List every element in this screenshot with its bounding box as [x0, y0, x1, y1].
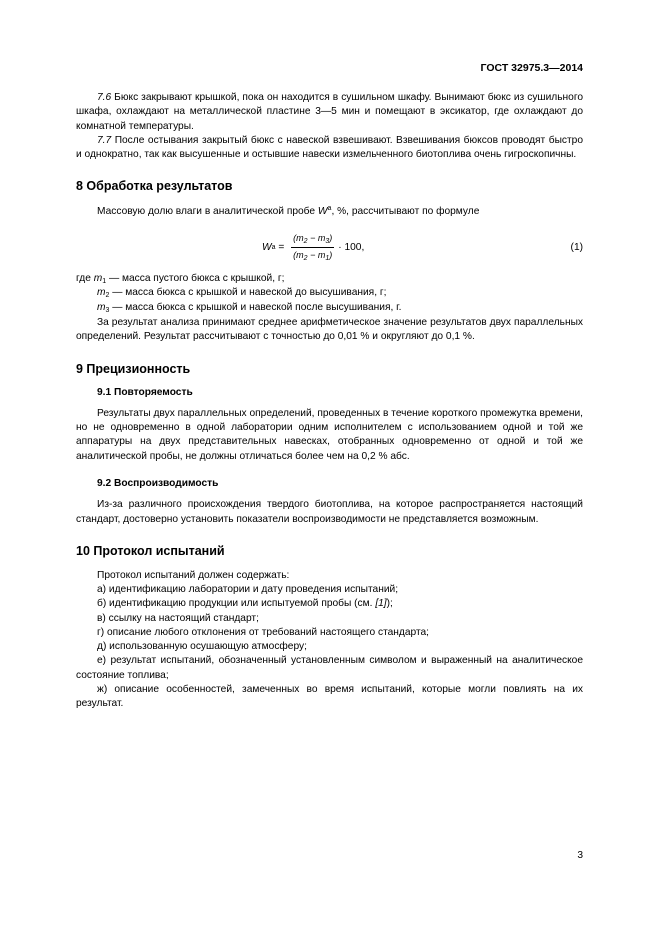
clause-number: 7.6 [97, 92, 112, 103]
formula-expression: W a = $\frac{(m_2 - m_3)}{(m_2 - m_1)}$ · 100, [262, 232, 365, 263]
result-paragraph: За результат анализа принимают среднее арифметическое значение результатов двух параллельных определений. Результат рассчитывают с точностью до 0,01 % и округляют до 0,1 %. [76, 317, 583, 343]
paragraph-7-6 [76, 91, 583, 134]
protocol-item-g: ж) описание особенностей, замеченных во время испытаний, которые могли повлиять на их результат. [76, 684, 583, 710]
page-content [76, 91, 583, 712]
protocol-item-b: б) идентификацию продукции или испытуемой пробы (см. [1]); [97, 598, 393, 610]
paragraph-7-7 [76, 134, 583, 163]
where-list [76, 272, 583, 316]
protocol-item-d: г) описание любого отклонения от требований настоящего стандарта; [97, 626, 430, 638]
protocol-lead: Протокол испытаний должен содержать: [97, 569, 290, 581]
section-8-title: 8 Обработка результатов [76, 179, 233, 194]
bibliography-reference: [1] [375, 598, 387, 610]
section-9-1-title: 9.1 Повторяемость [97, 386, 193, 398]
formula-1 [76, 228, 583, 268]
formula-lead: Массовую долю влаги в аналитической пробе $W^a$, %, рассчитывают по формуле [97, 205, 480, 218]
where-item-m2: $m_2$ — масса бюкса с крышкой и навеской до высушивания, г; [97, 287, 387, 300]
protocol-item-c: в) ссылку на настоящий стандарт; [97, 612, 259, 624]
section-9-title: 9 Прецизионность [76, 361, 191, 376]
formula-fraction [291, 232, 334, 265]
paragraph-text: Бюкс закрывают крышкой, пока он находится в сушильном шкафу. Вынимают бюкс из сушильного шкафа, охлаждают на металлической пластине 3—5 мин и помещают в эксикатор, где охлаждают до комнатной температуры. [76, 92, 583, 132]
protocol-item-f: е) результат испытаний, обозначенный установленным символом и выраженный на аналитическое состояние топлива; [76, 655, 583, 681]
where-item-m3: $m_3$ — масса бюкса с крышкой и навеской после высушивания, г. [97, 302, 402, 315]
protocol-item-e: д) использованную осушающую атмосферу; [97, 641, 307, 653]
standard-header: ГОСТ 32975.3—2014 [480, 62, 583, 74]
fraction-denominator: $(m_2 - m_1)$ [293, 250, 333, 263]
protocol-item-a: а) идентификацию лаборатории и дату проведения испытаний; [97, 584, 399, 596]
repeatability-paragraph: Результаты двух параллельных определений, проведенных в течение короткого промежутка времени, но не одновременно в одной лаборатории одним исполнителем с использованием одной и той же аппаратуры на двух представительных навесках, отобранных одновременно от одной и той же аналитической пробы, не должны отличаться более чем на 0,2 % абс. [76, 407, 583, 462]
formula-number: (1) [570, 241, 583, 253]
reproducibility-paragraph: Из-за различного происхождения твердого биотоплива, на которое распространяется настоящий стандарт, достоверно установить показатели воспроизводимости не представляется возможным. [76, 499, 583, 525]
fraction-numerator: $(m_2 - m_3)$ [291, 232, 334, 249]
page-number: 3 [577, 850, 583, 861]
where-item-m1: где $m_1$ — масса пустого бюкса с крышкой, г; [76, 272, 285, 285]
paragraph-text: После остывания закрытый бюкс с навеской взвешивают. Взвешивания бюксов проводят быстро и однократно, так как высушенные и остывшие навески измельченного биотоплива очень гигроскопичны. [76, 134, 583, 161]
section-10-title: 10 Протокол испытаний [76, 543, 225, 558]
clause-number: 7.7 [97, 134, 112, 146]
section-9-2-title: 9.2 Воспроизводимость [97, 478, 219, 489]
